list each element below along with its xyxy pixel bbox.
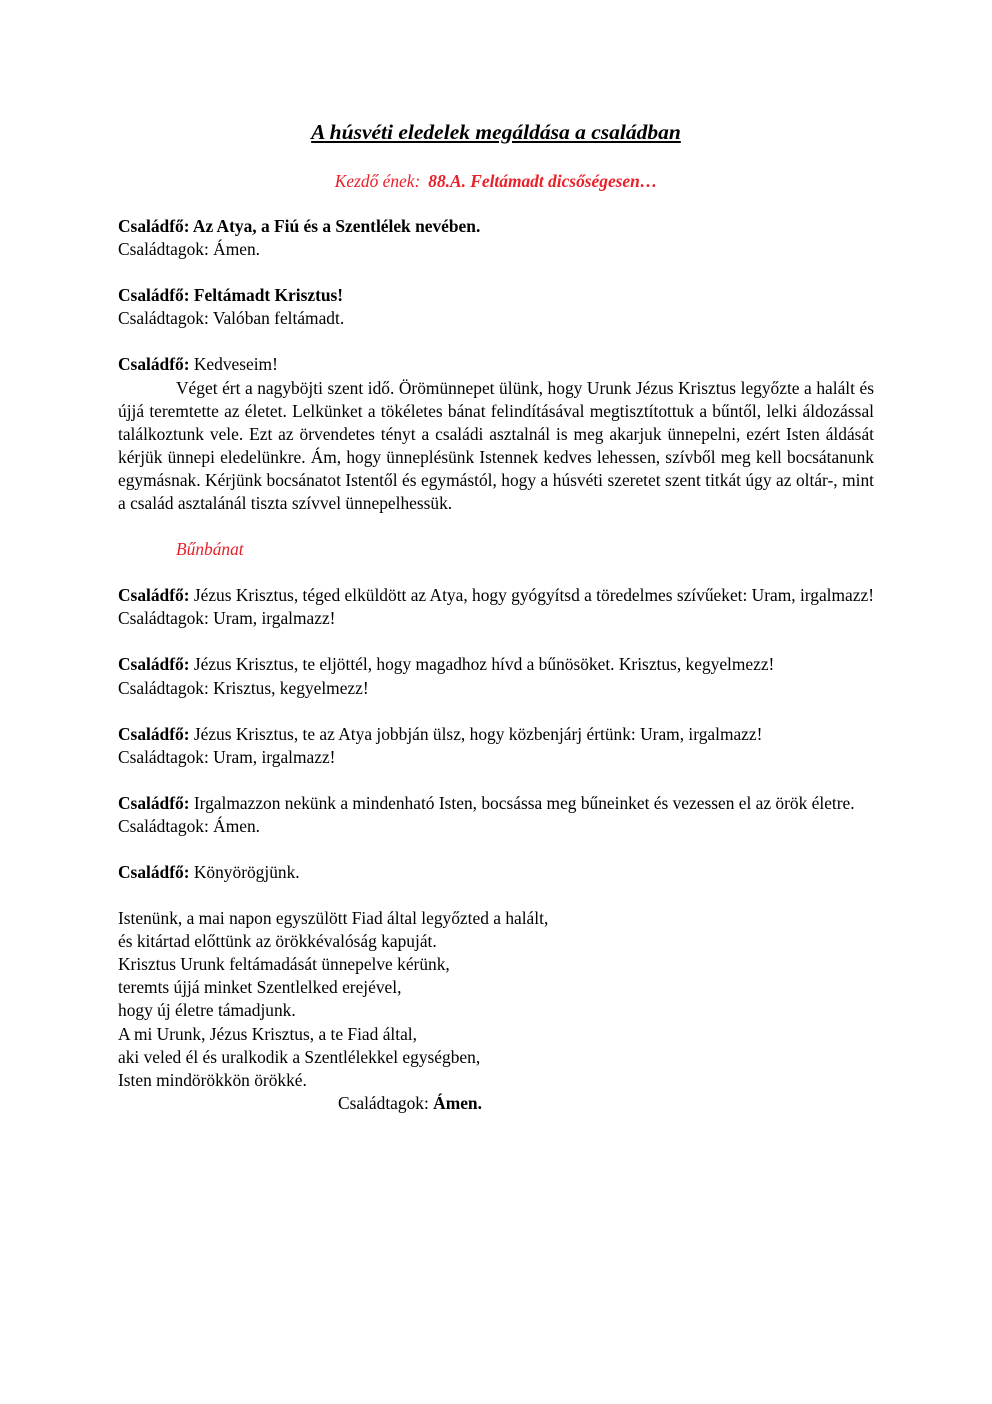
prayer-line: és kitártad előttünk az örökkévalóság kapuját. — [118, 931, 437, 952]
response-line: Családtagok: Uram, irgalmazz! — [118, 746, 336, 767]
exchange-block — [118, 284, 874, 330]
opening-song — [118, 170, 874, 193]
leader-line: Családfő: Az Atya, a Fiú és a Szentlélek nevében. — [118, 216, 481, 237]
page-title: A húsvéti eledelek megáldása a családban — [311, 120, 681, 144]
response-line: Családtagok: Krisztus, kegyelmezz! — [118, 677, 369, 698]
greeting-paragraph: Véget ért a nagyböjti szent idő. Örömünnepet ülünk, hogy Urunk Jézus Krisztus legyőzte a halált és újjá teremtette az életet. Lelkünket a tökéletes bánat felindításával megtisztítottuk a bűntől, lelki áldozással találkoztunk vele. Ezt az örvendetes tényt a családi asztalnál is meg akarjuk ünnepelni, ezért Isten áldását kérjük ünnepi eledelünkre. Ám, hogy ünneplésünk Istennek kedves lehessen, szívből meg kell bocsátanunk egymásnak. Kérjünk bocsánatot Istentől és egymástól, hogy a húsvéti szeretet szent titkát úgy az oltár-, mint a család asztalánál tiszta szívvel ünnepelhessük. — [118, 377, 874, 514]
prayer-intro: Családfő: Könyörögjünk. — [118, 861, 300, 882]
response-line: Családtagok: Valóban feltámadt. — [118, 308, 345, 329]
final-response: Családtagok: Ámen. — [338, 1092, 482, 1113]
prayer-line: Isten mindörökkön örökké. — [118, 1069, 307, 1090]
prayer-line: hogy új életre támadjunk. — [118, 1000, 296, 1021]
leader-line: Családfő: Irgalmazzon nekünk a mindenható Isten, bocsássa meg bűneinket és vezessen el az örök életre. — [118, 792, 855, 813]
penance-block — [118, 723, 874, 769]
prayer-line: Krisztus Urunk feltámadását ünnepelve kérünk, — [118, 954, 450, 975]
song-name: 88.A. Feltámadt dicsőségesen… — [428, 171, 658, 191]
leader-line: Családfő: Jézus Krisztus, te az Atya jobbján ülsz, hogy közbenjárj értünk: Uram, irgalmazz! — [118, 723, 763, 744]
penance-block — [118, 584, 874, 630]
leader-line: Családfő: Kedveseim! — [118, 354, 278, 375]
document-page — [118, 118, 874, 1115]
greeting-block — [118, 353, 874, 515]
prayer-text — [118, 907, 874, 1115]
exchange-block — [118, 215, 874, 261]
penance-block — [118, 653, 874, 699]
prayer-line: teremts újjá minket Szentlelked erejével, — [118, 977, 402, 998]
prayer-line: Istenünk, a mai napon egyszülött Fiad által legyőzted a halált, — [118, 908, 549, 929]
prayer-line: aki veled él és uralkodik a Szentlélekkel egységben, — [118, 1046, 481, 1067]
leader-line: Családfő: Feltámadt Krisztus! — [118, 285, 344, 306]
penance-block — [118, 792, 874, 838]
leader-line: Családfő: Jézus Krisztus, te eljöttél, hogy magadhoz hívd a bűnösöket. Krisztus, kegyelmezz! — [118, 654, 775, 675]
song-label: Kezdő ének: — [334, 171, 421, 191]
penance-heading: Bűnbánat — [176, 539, 244, 560]
response-line: Családtagok: Uram, irgalmazz! — [118, 608, 336, 629]
response-line: Családtagok: Ámen. — [118, 815, 260, 836]
prayer-line: A mi Urunk, Jézus Krisztus, a te Fiad által, — [118, 1023, 417, 1044]
response-line: Családtagok: Ámen. — [118, 239, 260, 260]
leader-line: Családfő: Jézus Krisztus, téged elküldött az Atya, hogy gyógyítsd a töredelmes szívűeket: Uram, irgalmazz! — [118, 585, 874, 606]
